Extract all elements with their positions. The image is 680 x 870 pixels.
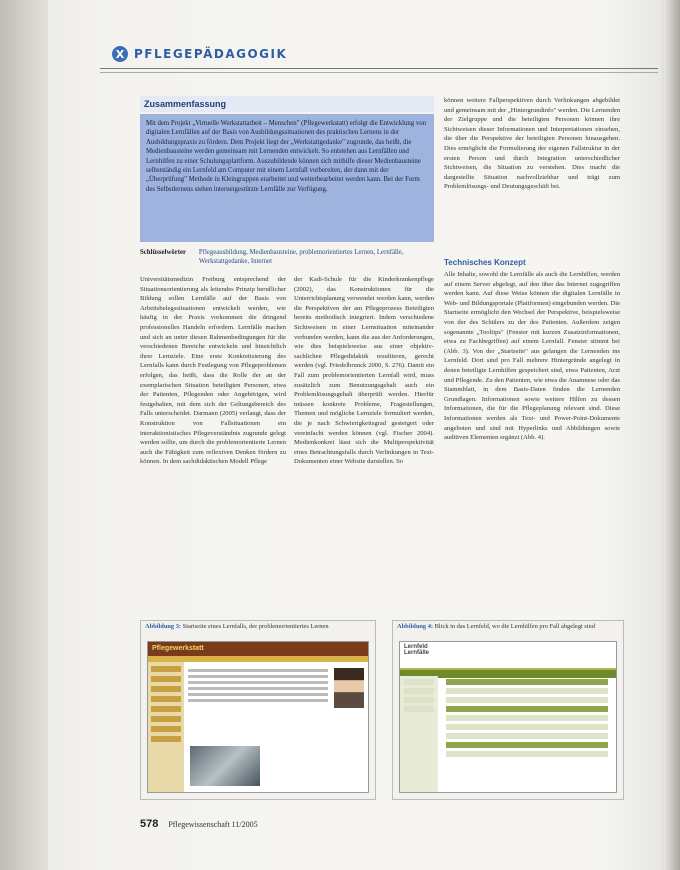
figure-3-sidebar-item (151, 686, 181, 692)
figure-3-sidebar-item (151, 666, 181, 672)
figure-4-row (446, 715, 608, 721)
tech-text: Alle Inhalte, sowohl die Lernfälle als auch die Lernhilfen, werden auf einem Server abgelegt, auf den über das Internet zugegriffen werden kann. Auf diese Weise können die digitalen Lernfälle in Web- und Bildungsportale (Plattformen) eingebunden werden. Die Startseite ermöglicht den Wechsel der Perspektive, beispielsweise von der des Schülers zu der des Patienten. Außerdem zeigen sogenannte „Tooltips" (Fenster mit kurzen Zusatzinformationen, etwa zu Fachbegriffen) auf einem Lernfall. Fenster stimmt bei (Abb. 3). Von der „Startseite" aus gelangen die Lernenden ins Lernfeld. Dort sind pro Fall mehrere Hintergründe angelegt in denen beteiligte Lernhilfen gespeichert sind, etwa Patienten, Arzt und Pflegende. Zu den Patienten, wie etwa die Anamnese oder das Stammblatt, in dem Basis-Daten finden die Lernenden Grundlagen. Informationen sowie weitere Hilfen zu dessen Informationen, die für die Pflegeplanung relevant sind. Diese Informationen werden als Text- und Power-Point-Dokumente angeboten und sind mit Hyperlinks und Abbildungen sowie auditiven Elementen ergänzt (Abb. 4). (444, 271, 620, 442)
figure-4-sidebar-item (404, 697, 434, 703)
figure-4 (392, 620, 624, 800)
section-header (112, 46, 287, 62)
figure-4-content (442, 676, 612, 788)
tech-heading: Technisches Konzept (444, 258, 526, 267)
figure-3-photo (190, 746, 260, 786)
page-footer (140, 818, 258, 830)
summary-box (140, 96, 434, 268)
figure-4-header (400, 642, 616, 670)
figure-4-sidebar-item (404, 706, 434, 712)
page-edge-shadow (664, 0, 680, 870)
summary-text: Mit dem Projekt „Virtuelle Werkstattarbeit – Menschen" (Pflegewerkstatt) erfolgt die Entwicklung von digitalen Lernfällen auf der Basis von Ausbildungssituationen des praktischen Lernens in der Ausbildungspraxis zu fördern. Dem Projekt liegt der „Werkstattgedanke" zugrunde, das heißt, die Medienbausteine werden gemeinsam mit Lernenden entwickelt. So entstehen aus Lernfällen und Lernhilfen zu einer Schulungsplattform. Auszubildende können sich mithilfe dieser Medienbausteine selbstständig ein Lernfeld am Computer mit einem Lernfall vorbereiten, der dann mit der „Überprüfung" Methode in Kleingruppen erarbeitet und weiterbearbeitet werden kann. Bei der Form des Selbstlernens stehen internetgestützte Lernfälle zur Verfügung. (140, 114, 434, 242)
figure-3-text-line (188, 687, 328, 690)
figure-3-label: Abbildung 3: (145, 623, 182, 630)
book-gutter-shadow (0, 0, 48, 870)
figure-3-sidebar-item (151, 736, 181, 742)
figure-3-sidebar-item (151, 726, 181, 732)
figure-3-text-line (188, 675, 328, 678)
section-logo-icon: X (112, 46, 128, 62)
figure-4-row (446, 679, 608, 685)
figure-4-subtitle: Lernfälle (404, 650, 430, 656)
figure-4-row (446, 751, 608, 757)
figure-3-brand: Pflegewerkstatt (148, 642, 368, 656)
figure-3-text-line (188, 699, 328, 702)
figure-4-row (446, 742, 608, 748)
figure-3-sidebar-item (151, 676, 181, 682)
figure-3-sidebar (148, 662, 184, 792)
body-column-3: können weitere Fallperspektiven durch Verlinkungen abgebildet und gemeinsam mit der „Hintergrundinfo" werden. Die Lernenden der Zielgruppe und die beteiligten Personen können ihre Sichtweisen dieser Informationen und Interpretationen einsehen, die über die Perspektive der beteiligten Personen hinausgehen. Dies ermöglicht die Formulierung der eigenen Fallstruktur in der ersten Person und durch Integration unterschiedlicher Sichtweisen, die Situation zu verstehen. Dies macht die dargestellte Situation nachvollziehbar und trägt zum Problemlösungs- und Deutungsgeschäft bei. (444, 97, 620, 191)
keywords-value: Pflegeausbildung, Medienbausteine, problemorientiertes Lernen, Lernfälle, Werkstattgedanke, Internet (198, 249, 404, 265)
header-rule-secondary (100, 72, 658, 73)
body-column-1: Universitätsmedizin Freiburg entsprechend der Situationsorientierung als leitendes Prinzip beruflicher Bildung sollen Lernfälle auf der Basis von Arbeitsbelegssituationen entwickelt werden, wie häufig in der Praxis vorkommen die dringend professionelles Handeln erfordern. Lernfälle machen und sich an unter diesen Rahmenbedingungen für die verschiedenen Bereiche entwickeln und hinsichtlich ihrer Lernziele. Eine erste Konkretisierung des Lernfalls kann durch Festlegung von Pflegeproblemen erfolgen, das heißt, dass die Rolle der an der exemplarischen Situation beteiligten Personen, etwa der Patienten, Pflegenden oder Angehörigen, wird festgehalten, mit dem sich der Geltungsbereich des Falls unterscheidet. Darmann (2005) verlangt, dass der Konstruktion von Fallsituationen ein interaktionistisches Pflegeverständnis zugrunde gelegt werden sollte, um durch die problemorientierte Lernen auch die Fähigkeit zum reflexiven Denken fördern zu können. In dem sachdidaktischen Modell Pflege (140, 276, 286, 466)
figure-3-sidebar-item (151, 696, 181, 702)
figure-4-title: Lernfeld (404, 644, 428, 650)
figure-3-caption (141, 621, 375, 643)
figure-4-row (446, 733, 608, 739)
figure-3-text-line (188, 681, 328, 684)
figure-4-row (446, 688, 608, 694)
section-title: PFLEGEPÄDAGOGIK (134, 47, 288, 61)
page-number: 578 (140, 818, 159, 830)
header-rule (100, 68, 658, 69)
tech-section (444, 258, 620, 269)
figure-4-sidebar-item (404, 679, 434, 685)
figure-4-screenshot (399, 641, 617, 793)
figure-3-screenshot (147, 641, 369, 793)
figure-3-portrait (334, 668, 364, 708)
summary-title: Zusammenfassung (140, 96, 434, 112)
figure-3-caption-text: Startseite eines Lernfalls, der problemorientiertes Lernen (182, 623, 329, 630)
figure-3-sidebar-item (151, 716, 181, 722)
figure-4-sidebar-item (404, 688, 434, 694)
figure-3-text-line (188, 669, 328, 672)
figure-3 (140, 620, 376, 800)
figure-4-caption-text: Blick in das Lernfeld, wo die Lernhilfen pro Fall abgelegt sind (434, 623, 595, 630)
figure-4-label: Abbildung 4: (397, 623, 434, 630)
keywords-row (140, 248, 434, 266)
figure-4-row (446, 706, 608, 712)
figure-4-row (446, 697, 608, 703)
figure-4-sidebar (400, 676, 438, 792)
figure-3-content (188, 666, 328, 788)
keywords-label: Schlüsselwörter (140, 249, 187, 256)
figure-4-row (446, 724, 608, 730)
figure-3-sidebar-item (151, 706, 181, 712)
figure-4-caption (393, 621, 623, 643)
journal-name: Pflegewissenschaft 11/2005 (168, 820, 258, 829)
figure-3-text-line (188, 693, 328, 696)
body-column-2: der Kadi-Schule für die Kinderkrankenpflege (2002), das Konstruktionen für die Unterrichtsplanung verwendet werden kann, werden die Perspektiven der am Pflegeprozess Beteiligten bereits methodisch integriert. Indem verschiedene Sichtweisen in einer Lernsituation miteinander verbunden werden, kann die aus der Anforderungen, wie dies beispielsweise aus einer objektiv-sachlichen Pflegedidaktik resultieren, gerecht werden (vgl. Friedelbrunck 2000, S. 276). Damit ein Fall zum problemorientierten Lernfall wird, muss zusätzlich zum Benutzungsgehalt auch ein Problemlösungsgehalt überprüft werden. Hierfür müssen konkrete Probleme, Fragestellungen, Themen und mögliche Lernziele formuliert werden, die je nach Schwierigkeitsgrad gesteigert oder vereinfacht werden können (vgl. Fischer 2004). Medienkonkret lässt sich die Multiperspektivität eines Betrachtungsfalls durch Verlinkungen in Text-Dokumenten einer Website darstellen. So (294, 276, 434, 466)
